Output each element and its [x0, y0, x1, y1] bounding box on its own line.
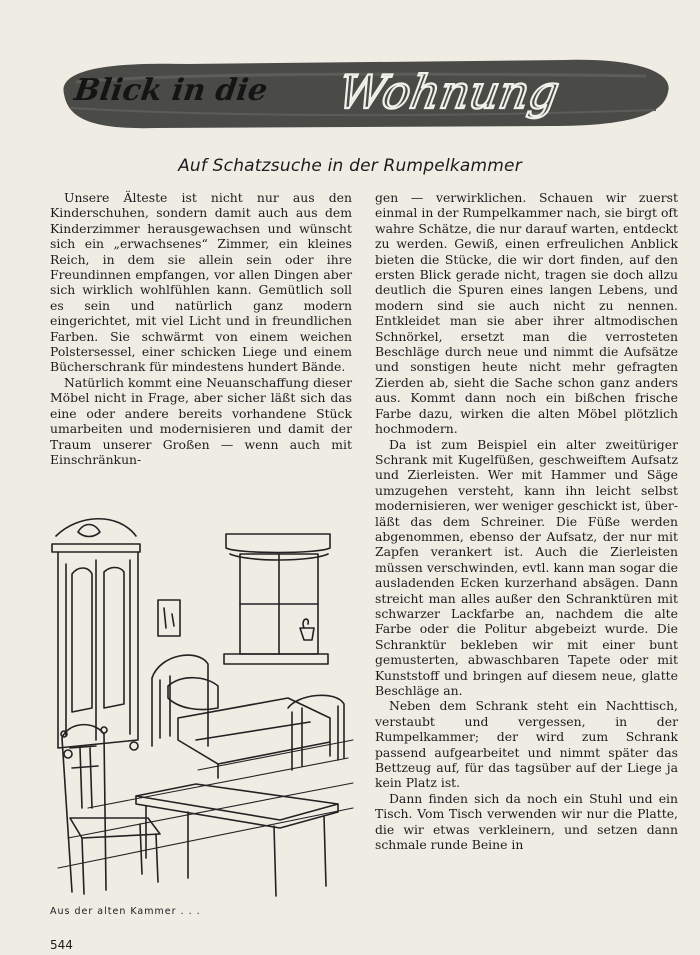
paragraph: Da ist zum Beispiel ein alter zweitüriger Schrank mit Kugelfüßen, geschweiftem Aufsatz und Zierleisten. Wer mit Hammer und Säge umzugehen versteht, kann ihn leicht selbst modernisieren, wer weniger geschickt ist, überläßt das dem Schreiner. Die Füße werden abgenommen, ebenso der Aufsatz, der nur mit Zapfen verankert ist. Auch die Zierleisten müssen verschwinden, evtl. kann man sogar die ausladenden Ecken kurzerhand absägen. Dann streicht man alles außer den Schranktüren mit schwarzer Lackfarbe an, nachdem die alte Farbe oder die Politur abgebeizt wurde. Die Schranktür bekleben wir mit einer bunt gemusterten, abwaschbaren Tapete oder mit Kunststoff und bringen auf diesem neue, glatte Beschläge an.	[375, 436, 678, 698]
table-drawing	[136, 784, 338, 896]
paragraph: Neben dem Schrank steht ein Nachttisch, verstaubt und vergessen, in der Rumpelkammer; der wird zum Schrank passend aufgearbeitet und nimmt später das Bettzeug auf, für das tagsüber auf der Liege ja kein Platz ist.	[375, 698, 678, 791]
banner-text-blick: Blick in die	[72, 73, 270, 108]
paragraph: Unsere Älteste ist nicht nur aus den Kinderschuhen, sondern damit auch aus dem Kinderzimmer herausgewachsen und wünscht sich ein „erwachsenes“ Zimmer, ein kleines Reich, in dem sie allein sein oder ihre Freundinnen empfangen, vor allen Dingen aber sich wirklich wohlfühlen kann. Gemütlich soll es sein und natürlich ganz modern eingerichtet, mit viel Licht und in freundlichen Farben. Sie schwärmt von einem weichen Polstersessel, einer schicken Liege und einem Bücherschrank für mindestens hundert Bände.	[50, 190, 352, 375]
paragraph: Natürlich kommt eine Neuanschaffung dieser Möbel nicht in Frage, aber sicher läßt sich das eine oder andere bereits vorhandene Stück umarbeiten und modernisieren und damit der Traum unserer Großen — wenn auch mit Einschränkun-	[50, 374, 352, 467]
old-room-drawing	[48, 508, 358, 903]
window-drawing	[224, 534, 330, 664]
room-illustration	[48, 508, 358, 903]
banner-text-wohnung: Wohnung	[334, 65, 564, 119]
title-banner	[46, 52, 671, 132]
wall-picture	[158, 600, 180, 636]
bed-drawing	[152, 655, 344, 778]
illustration-caption: Aus der alten Kammer . . .	[50, 906, 201, 917]
left-column	[50, 190, 352, 467]
page-number: 544	[50, 938, 73, 952]
paragraph: Dann finden sich da noch ein Stuhl und ein Tisch. Vom Tisch verwenden wir nur die Platte, die wir etwas verkleinern, und setzen dann schmale runde Beine in	[375, 790, 678, 853]
right-column	[375, 190, 678, 852]
article-subtitle: Auf Schatzsuche in der Rumpelkammer	[178, 156, 522, 176]
floor-lines	[58, 740, 353, 868]
title-banner-graphic	[46, 52, 671, 132]
paragraph: gen — verwirklichen. Schauen wir zuerst einmal in der Rumpelkammer nach, sie birgt oft wahre Schätze, die nur darauf warten, entdeckt zu werden. Gewiß, einen erfreulichen Anblick bieten die Stücke, die wir dort finden, auf den ersten Blick gerade nicht, tragen sie doch allzu deutlich die Spuren eines langen Lebens, und modern sind sie auch nicht zu nennen. Entkleidet man sie aber ihrer altmodischen Schnörkel, ersetzt man die verrosteten Beschläge durch neue und nimmt die Aufsätze und sonstigen heute nicht mehr gefragten Zierden ab, sieht die Sache schon ganz anders aus. Kommt dann noch ein bißchen frische Farbe dazu, wirken die alten Möbel plötzlich hochmodern.	[375, 190, 678, 437]
chair-drawing	[61, 725, 160, 894]
wardrobe-drawing	[52, 519, 140, 758]
